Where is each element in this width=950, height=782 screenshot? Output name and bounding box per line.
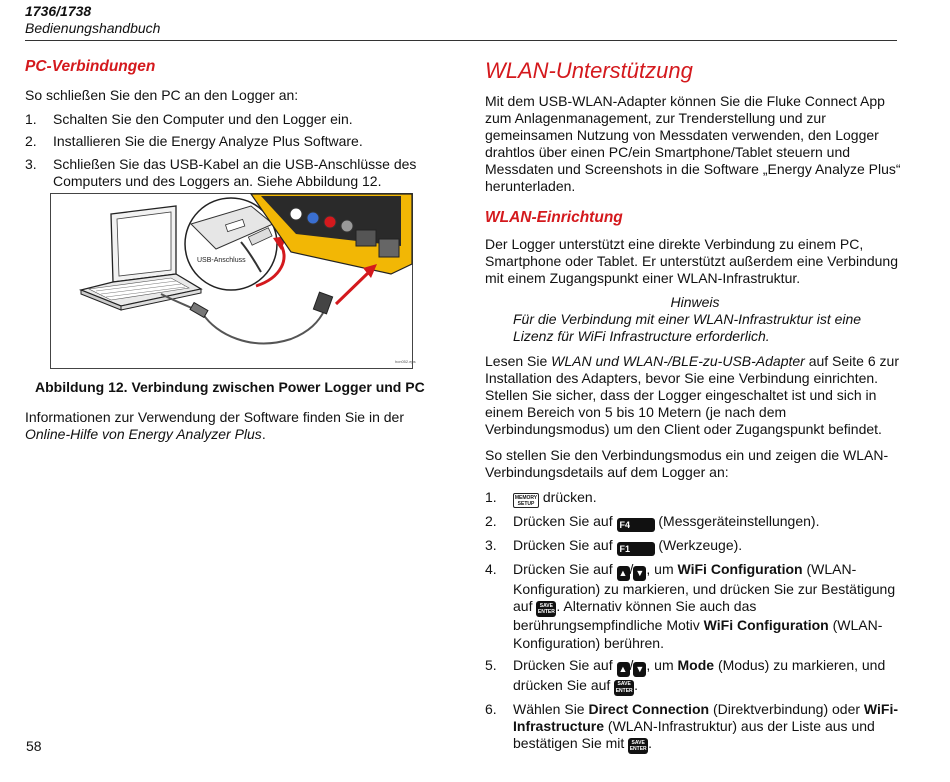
figure-id: hcn052.eps <box>395 359 416 365</box>
wlan-support-title: WLAN-Unterstützung <box>485 58 693 83</box>
list-item: 1. Schalten Sie den Computer und den Logger ein. <box>25 111 353 127</box>
usb-plug-icon <box>190 303 208 318</box>
wlan-setup-heading: WLAN-Einrichtung <box>485 209 623 226</box>
left-column <box>25 58 440 443</box>
usb-plug-icon <box>313 292 332 314</box>
list-item: 3. Drücken Sie auf F1 (Werkzeuge). <box>485 537 743 554</box>
up-arrow-key-icon: ▲ <box>617 662 630 677</box>
wlan-setup-text: Der Logger unterstützt eine direkte Verbindung zu einem PC, Smartphone oder Tablet. Er unterstützt außerdem eine Verbindung mit einem Zugangspunkt einer WLAN-Infrastruktur. <box>485 236 898 286</box>
f4-key-icon: F4 <box>617 518 655 532</box>
pc-steps-list <box>25 111 440 190</box>
down-arrow-key-icon: ▼ <box>633 662 646 677</box>
adapter-paragraph: Lesen Sie WLAN und WLAN-/BLE-zu-USB-Adapter auf Seite 6 zur Installation des Adapters, bevor Sie eine Verbindung einrichten. Stellen Sie sicher, dass der Logger eingeschaltet ist und sich in einem Bereich von 5 bis 10 Metern (je nach dem Verbindungsmodus) um den Client oder Zugangspunkt befindet. <box>485 353 899 437</box>
list-item: 2. Installieren Sie die Energy Analyze Plus Software. <box>25 133 363 150</box>
list-item: 5. Drücken Sie auf ▲ / ▼ , um Mode (Modus) zu markieren, und drücken Sie auf SAVE ENTER . <box>485 656 886 694</box>
mode-paragraph: So stellen Sie den Verbindungsmodus ein und zeigen die WLAN-Verbindungsdetails auf dem Logger an: <box>485 447 889 480</box>
note-text: Für die Verbindung mit einer WLAN-Infrastruktur ist eine Lizenz für WiFi Infrastructure erforderlich. <box>513 311 862 344</box>
memory-setup-key-icon: MEMORY SETUP <box>514 495 538 507</box>
usb-port-label: USB-Anschluss <box>197 257 246 265</box>
usb-cable <box>161 294 325 343</box>
wlan-steps-list <box>485 489 905 754</box>
note-title: Hinweis <box>670 294 720 310</box>
page-header <box>25 3 160 37</box>
save-enter-key-icon: SAVE ENTER <box>629 739 647 753</box>
header-divider <box>25 40 897 41</box>
figure-caption: Abbildung 12. Verbindung zwischen Power Logger und PC <box>35 379 425 396</box>
model-number: 1736/1738 <box>25 3 92 19</box>
up-arrow-key-icon: ▲ <box>617 566 630 581</box>
list-item: 1. MEMORY SETUP drücken. <box>485 489 597 507</box>
manual-title: Bedienungshandbuch <box>25 20 161 36</box>
save-enter-key-icon: SAVE ENTER <box>537 602 555 616</box>
list-item: 3. Schließen Sie das USB-Kabel an die USB-Anschlüsse des Computers und des Loggers an. Siehe Abbildung 12. <box>25 155 417 189</box>
arrow-icon <box>336 272 369 304</box>
pc-intro: So schließen Sie den PC an den Logger an: <box>25 87 299 103</box>
figure-12 <box>50 193 416 369</box>
list-item: 2. Drücken Sie auf F4 (Messgeräteinstellungen). <box>485 513 820 530</box>
down-arrow-key-icon: ▼ <box>633 566 646 581</box>
pc-connections-heading: PC-Verbindungen <box>25 58 156 75</box>
wlan-intro: Mit dem USB-WLAN-Adapter können Sie die Fluke Connect App zum Anlagenmanagement, zur Trenderstellung und zur gemeinsamen Nutzung von Messdaten verwenden, den Logger drahtlos über einen PC/ein Smartphone/Tablet steuern und Messdaten und Screenshots in die Software „Energy Analyze Plus“ herunterladen. <box>485 93 901 194</box>
page-number: 58 <box>26 738 42 754</box>
f1-key-icon: F1 <box>617 542 655 556</box>
info-paragraph: Informationen zur Verwendung der Software finden Sie in der Online-Hilfe von Energy Analyzer Plus. <box>25 409 405 443</box>
list-item: 4. Drücken Sie auf ▲ / ▼ , um WiFi Configuration (WLAN-Konfiguration) zu markieren, und drücken Sie zur Bestätigung auf SAVE ENTER . Alternativ können Sie auch das berührungsempfindliche Motiv WiFi Configuration (WLAN-Konfiguration) berühren. <box>485 561 896 651</box>
laptop-icon <box>81 206 201 310</box>
save-enter-key-icon: SAVE ENTER <box>615 681 633 694</box>
right-column <box>485 58 905 754</box>
pc-logger-illustration <box>51 194 416 368</box>
list-item: 6. Wählen Sie Direct Connection (Direktverbindung) oder WiFi-Infrastructure (WLAN-Infrastruktur) aus der Liste aus und bestätigen Sie mit SAVE ENTER . <box>485 700 899 753</box>
